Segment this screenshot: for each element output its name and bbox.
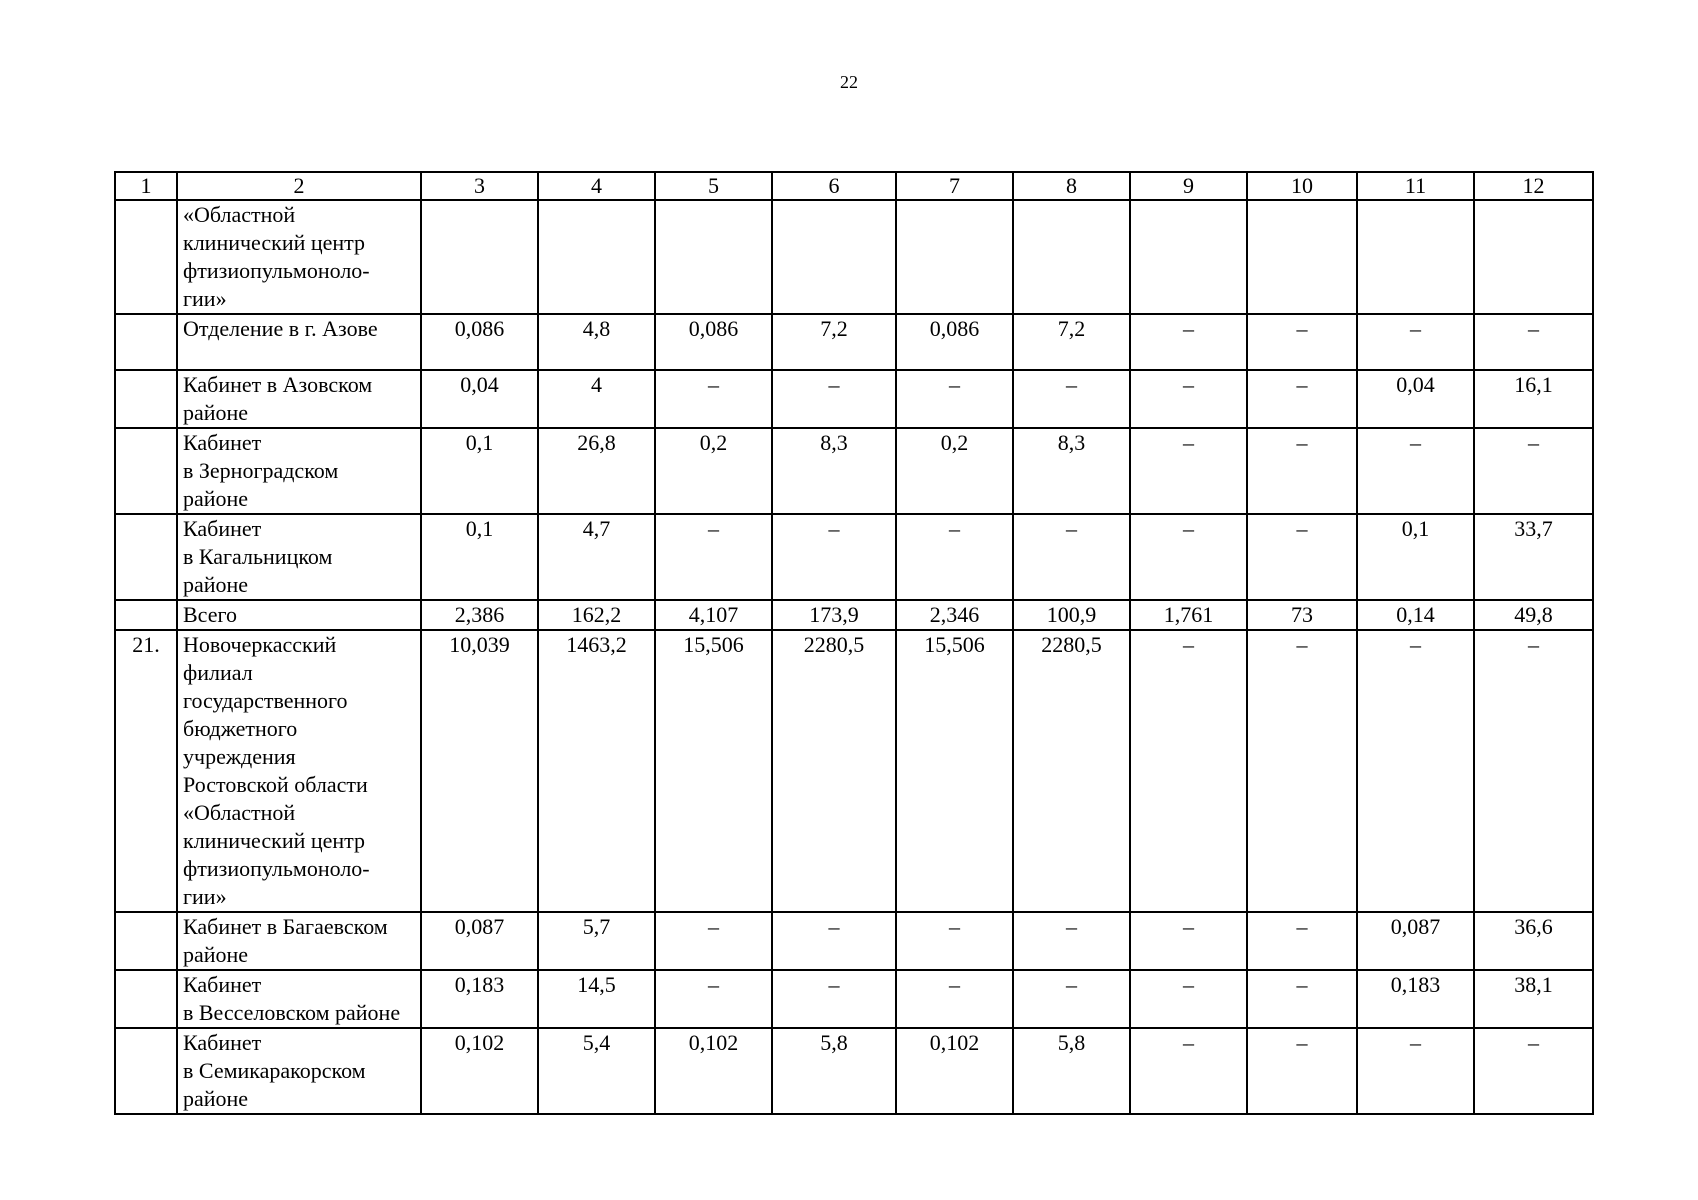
value-cell: –	[896, 514, 1013, 600]
value-cell: –	[1013, 370, 1130, 428]
value-cell: 5,8	[772, 1028, 896, 1114]
row-name-line: районе	[183, 572, 249, 597]
row-number	[115, 600, 177, 630]
value-cell	[1247, 200, 1357, 314]
value-cell: 4,7	[538, 514, 655, 600]
value-cell: 162,2	[538, 600, 655, 630]
value-cell: –	[1130, 514, 1247, 600]
value-cell: –	[896, 912, 1013, 970]
value-cell: 0,2	[896, 428, 1013, 514]
value-cell: 0,183	[421, 970, 538, 1028]
value-cell: –	[1357, 630, 1474, 912]
table-row	[115, 200, 1593, 314]
row-name	[177, 1028, 421, 1114]
value-cell	[655, 200, 772, 314]
value-cell: 0,087	[421, 912, 538, 970]
column-number: 7	[896, 172, 1013, 200]
row-name-line: Всего	[183, 602, 237, 627]
row-number	[115, 200, 177, 314]
row-name-line: гии»	[183, 884, 227, 909]
row-name-line: клинический центр	[183, 230, 366, 255]
row-name-line: «Областной	[183, 202, 296, 227]
row-name-line: фтизиопульмоноло-	[183, 258, 370, 283]
row-name	[177, 370, 421, 428]
row-name-line: Кабинет	[183, 972, 262, 997]
value-cell: 33,7	[1474, 514, 1593, 600]
value-cell	[772, 200, 896, 314]
value-cell: –	[655, 514, 772, 600]
row-name-line: районе	[183, 486, 249, 511]
value-cell: –	[772, 912, 896, 970]
row-name-line: Новочеркасский	[183, 632, 337, 657]
value-cell: –	[1247, 630, 1357, 912]
value-cell: –	[1357, 314, 1474, 370]
value-cell: –	[1474, 630, 1593, 912]
value-cell: 1,761	[1130, 600, 1247, 630]
value-cell: 0,04	[1357, 370, 1474, 428]
value-cell: –	[1247, 370, 1357, 428]
value-cell: –	[1013, 912, 1130, 970]
value-cell: 38,1	[1474, 970, 1593, 1028]
row-name-line: государственного	[183, 688, 348, 713]
value-cell: 10,039	[421, 630, 538, 912]
row-number	[115, 314, 177, 370]
table-row	[115, 514, 1593, 600]
row-name	[177, 630, 421, 912]
row-name	[177, 600, 421, 630]
row-name-line: районе	[183, 1086, 249, 1111]
row-name-line: районе	[183, 942, 249, 967]
value-cell: 173,9	[772, 600, 896, 630]
value-cell: –	[772, 514, 896, 600]
value-cell: 0,1	[421, 428, 538, 514]
value-cell	[1357, 200, 1474, 314]
row-name	[177, 970, 421, 1028]
value-cell: –	[1130, 1028, 1247, 1114]
data-table	[114, 171, 1594, 1115]
row-name	[177, 912, 421, 970]
row-name-line: клинический центр	[183, 828, 366, 853]
row-name-line: районе	[183, 400, 249, 425]
row-name-line: филиал	[183, 660, 253, 685]
row-name	[177, 428, 421, 514]
value-cell: –	[1130, 314, 1247, 370]
value-cell	[1474, 200, 1593, 314]
row-name-line: фтизиопульмоноло-	[183, 856, 370, 881]
value-cell: –	[655, 912, 772, 970]
value-cell: –	[655, 970, 772, 1028]
value-cell: 0,087	[1357, 912, 1474, 970]
row-name-line: в Кагальницком	[183, 544, 333, 569]
value-cell: 2,386	[421, 600, 538, 630]
column-number: 12	[1474, 172, 1593, 200]
table-row	[115, 912, 1593, 970]
row-name-line: Кабинет	[183, 516, 262, 541]
value-cell: –	[1130, 370, 1247, 428]
value-cell: –	[772, 370, 896, 428]
table-row	[115, 314, 1593, 370]
column-number: 5	[655, 172, 772, 200]
value-cell: 36,6	[1474, 912, 1593, 970]
value-cell	[538, 200, 655, 314]
value-cell: 4	[538, 370, 655, 428]
table-row	[115, 600, 1593, 630]
table-body	[115, 200, 1593, 1114]
value-cell: –	[1247, 428, 1357, 514]
row-name-line: в Зерноградском	[183, 458, 339, 483]
value-cell: –	[1013, 970, 1130, 1028]
column-number: 9	[1130, 172, 1247, 200]
row-name-line: Кабинет	[183, 430, 262, 455]
value-cell: 0,086	[421, 314, 538, 370]
row-number	[115, 912, 177, 970]
value-cell: 7,2	[772, 314, 896, 370]
value-cell: –	[1013, 514, 1130, 600]
table-row	[115, 370, 1593, 428]
value-cell: –	[1357, 1028, 1474, 1114]
value-cell: 2280,5	[772, 630, 896, 912]
value-cell: 0,183	[1357, 970, 1474, 1028]
row-name-line: учреждения	[183, 744, 296, 769]
value-cell: –	[1130, 630, 1247, 912]
column-number: 11	[1357, 172, 1474, 200]
row-name-line: в Весселовском районе	[183, 1000, 401, 1025]
row-name	[177, 514, 421, 600]
value-cell	[421, 200, 538, 314]
row-name-line: гии»	[183, 286, 227, 311]
value-cell: 0,086	[896, 314, 1013, 370]
row-name-line: в Семикаракорском	[183, 1058, 366, 1083]
value-cell: 49,8	[1474, 600, 1593, 630]
value-cell: 7,2	[1013, 314, 1130, 370]
row-name	[177, 200, 421, 314]
value-cell: –	[1474, 1028, 1593, 1114]
value-cell: 14,5	[538, 970, 655, 1028]
row-number	[115, 428, 177, 514]
row-name-line: Отделение в г. Азове	[183, 316, 378, 341]
value-cell: 8,3	[1013, 428, 1130, 514]
value-cell: 4,8	[538, 314, 655, 370]
value-cell: 15,506	[655, 630, 772, 912]
value-cell: –	[896, 370, 1013, 428]
row-name-line: Ростовской области	[183, 772, 368, 797]
value-cell: –	[896, 970, 1013, 1028]
value-cell: –	[1247, 912, 1357, 970]
row-number	[115, 370, 177, 428]
row-name-line: Кабинет в Азовском	[183, 372, 373, 397]
value-cell: 0,1	[421, 514, 538, 600]
value-cell	[1130, 200, 1247, 314]
value-cell	[1013, 200, 1130, 314]
value-cell: –	[1247, 1028, 1357, 1114]
value-cell: 0,086	[655, 314, 772, 370]
row-name-line: Кабинет в Багаевском	[183, 914, 388, 939]
value-cell: 73	[1247, 600, 1357, 630]
column-number: 1	[115, 172, 177, 200]
value-cell: 26,8	[538, 428, 655, 514]
row-name-line: «Областной	[183, 800, 296, 825]
value-cell: –	[1474, 428, 1593, 514]
table-row	[115, 630, 1593, 912]
value-cell: 16,1	[1474, 370, 1593, 428]
value-cell: –	[1474, 314, 1593, 370]
value-cell: 2,346	[896, 600, 1013, 630]
column-number: 8	[1013, 172, 1130, 200]
value-cell: 5,4	[538, 1028, 655, 1114]
row-name-line: бюджетного	[183, 716, 298, 741]
row-number	[115, 1028, 177, 1114]
value-cell: 5,7	[538, 912, 655, 970]
value-cell: 15,506	[896, 630, 1013, 912]
value-cell: –	[1247, 970, 1357, 1028]
value-cell: 8,3	[772, 428, 896, 514]
column-number: 10	[1247, 172, 1357, 200]
value-cell: –	[1130, 428, 1247, 514]
table-row	[115, 428, 1593, 514]
value-cell: –	[1130, 912, 1247, 970]
value-cell: –	[1130, 970, 1247, 1028]
value-cell: 4,107	[655, 600, 772, 630]
table-row	[115, 970, 1593, 1028]
value-cell: 0,14	[1357, 600, 1474, 630]
column-number: 2	[177, 172, 421, 200]
table-row	[115, 1028, 1593, 1114]
column-number: 4	[538, 172, 655, 200]
row-number: 21.	[115, 630, 177, 912]
value-cell: 5,8	[1013, 1028, 1130, 1114]
value-cell: 0,102	[655, 1028, 772, 1114]
row-number	[115, 514, 177, 600]
value-cell: 0,04	[421, 370, 538, 428]
column-number: 6	[772, 172, 896, 200]
value-cell: –	[1247, 314, 1357, 370]
value-cell: –	[1247, 514, 1357, 600]
value-cell: 0,1	[1357, 514, 1474, 600]
value-cell	[896, 200, 1013, 314]
value-cell: –	[655, 370, 772, 428]
value-cell: –	[772, 970, 896, 1028]
value-cell: 1463,2	[538, 630, 655, 912]
value-cell: 2280,5	[1013, 630, 1130, 912]
row-name	[177, 314, 421, 370]
row-name-line: Кабинет	[183, 1030, 262, 1055]
row-number	[115, 970, 177, 1028]
page-number: 22	[840, 72, 858, 92]
value-cell: 100,9	[1013, 600, 1130, 630]
value-cell: 0,2	[655, 428, 772, 514]
value-cell: 0,102	[896, 1028, 1013, 1114]
value-cell: –	[1357, 428, 1474, 514]
column-number: 3	[421, 172, 538, 200]
value-cell: 0,102	[421, 1028, 538, 1114]
column-number-row	[115, 172, 1593, 200]
